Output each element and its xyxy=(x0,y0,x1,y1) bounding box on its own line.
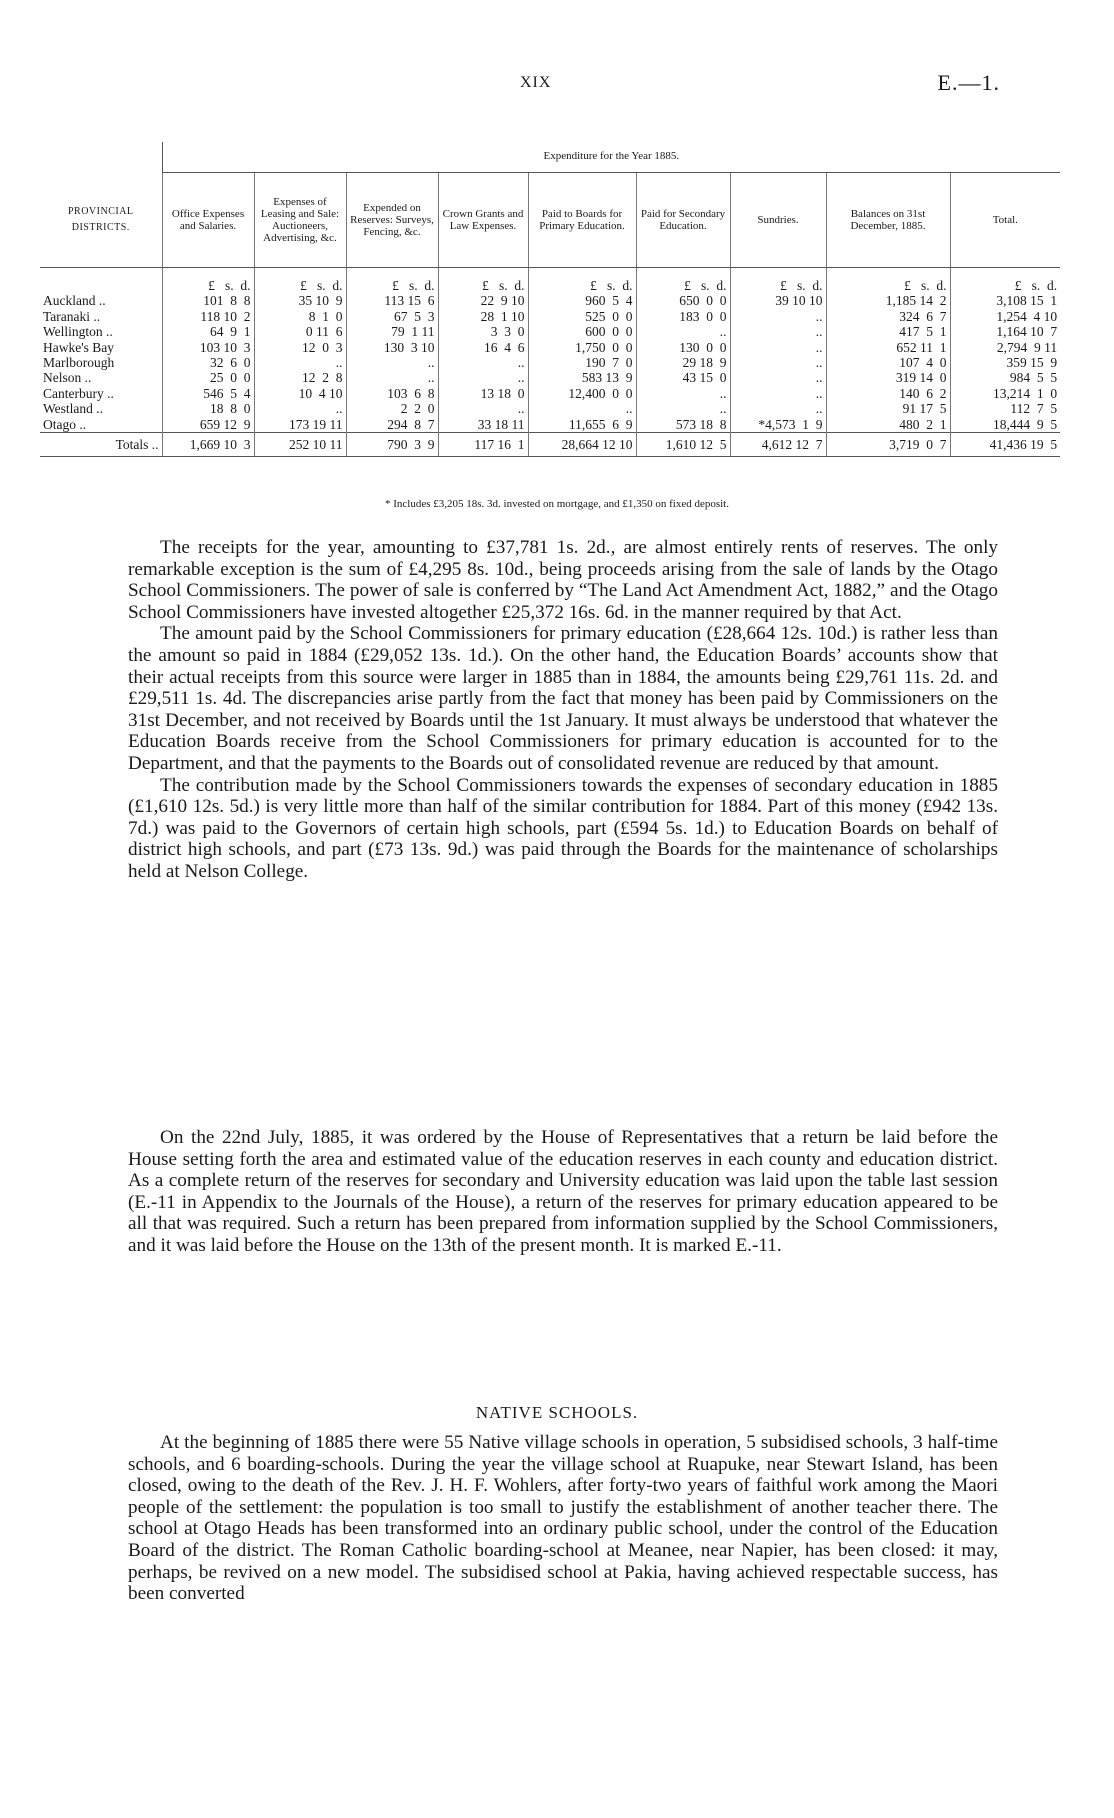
table-cell: .. xyxy=(438,401,528,416)
table-cell: 0 11 6 xyxy=(254,324,346,339)
table-row xyxy=(40,370,1060,385)
column-heading: Office Expenses and Salaries. xyxy=(162,173,254,268)
table-cell: 183 0 0 xyxy=(636,309,730,324)
table-cell: .. xyxy=(254,401,346,416)
table-cell: 583 13 9 xyxy=(528,370,636,385)
paragraph: The amount paid by the School Commissioners for primary education (£28,664 12s. 10d.) is rather less than the amount so paid in 1884 (£29,052 13s. 1d.). On the other hand, the Education Boards’ accounts show that their actual receipts from this source were larger in 1885 than in 1884, the amounts being £29,761 11s. 2d. and £29,511 1s. 4d. The discrepancies arise partly from the fact that money has been paid by Commissioners on the 31st December, and not received by Boards until the 1st January. It must always be understood that whatever the Education Boards receive from the School Commissioners for primary education is accounted for to the Department, and that the payments to the Boards out of consolidated revenue are reduced by that amount. xyxy=(128,623,998,774)
page-number: XIX xyxy=(520,74,552,91)
table-row xyxy=(40,293,1060,308)
total-cell: 1,610 12 5 xyxy=(636,433,730,457)
body-text-block xyxy=(128,1127,998,1257)
table-cell: 22 9 10 xyxy=(438,293,528,308)
table-cell: 130 0 0 xyxy=(636,340,730,355)
document-reference: E.—1. xyxy=(937,70,1000,95)
total-cell: 4,612 12 7 xyxy=(730,433,826,457)
unit-label: £ s. d. xyxy=(636,268,730,294)
table-cell: .. xyxy=(730,386,826,401)
district-name: Marlborough xyxy=(43,355,115,371)
total-cell: 3,719 0 7 xyxy=(826,433,950,457)
table-cell: 25 0 0 xyxy=(162,370,254,385)
column-heading: Crown Grants and Law Expenses. xyxy=(438,173,528,268)
table-cell: 652 11 1 xyxy=(826,340,950,355)
district-name: Taranaki .. xyxy=(43,308,101,324)
table-cell: 480 2 1 xyxy=(826,417,950,433)
district-name: Auckland .. xyxy=(43,293,106,309)
unit-label: £ s. d. xyxy=(950,268,1060,294)
table-cell: 12 2 8 xyxy=(254,370,346,385)
district-name: Westland .. xyxy=(43,401,104,417)
column-heading: Paid to Boards for Primary Education. xyxy=(528,173,636,268)
table-cell: 91 17 5 xyxy=(826,401,950,416)
table-cell: 12,400 0 0 xyxy=(528,386,636,401)
table-cell: 12 0 3 xyxy=(254,340,346,355)
table-cell: .. xyxy=(254,355,346,370)
table-cell: 29 18 9 xyxy=(636,355,730,370)
table-row xyxy=(40,309,1060,324)
table-cell: 130 3 10 xyxy=(346,340,438,355)
table-cell: .. xyxy=(730,355,826,370)
total-cell: 252 10 11 xyxy=(254,433,346,457)
table-cell: .. xyxy=(730,401,826,416)
district-name: Nelson .. xyxy=(43,370,92,386)
table-cell: 359 15 9 xyxy=(950,355,1060,370)
table-cell: 650 0 0 xyxy=(636,293,730,308)
table-cell: 173 19 11 xyxy=(254,417,346,433)
table-cell: .. xyxy=(346,355,438,370)
table-cell: 1,185 14 2 xyxy=(826,293,950,308)
table-row xyxy=(40,340,1060,355)
table-cell: 8 1 0 xyxy=(254,309,346,324)
table-row xyxy=(40,386,1060,401)
column-heading: Sundries. xyxy=(730,173,826,268)
table-cell: 525 0 0 xyxy=(528,309,636,324)
table-row xyxy=(40,401,1060,416)
table-cell: 324 6 7 xyxy=(826,309,950,324)
table-cell: .. xyxy=(636,386,730,401)
column-heading: Expended on Reserves: Surveys, Fencing, &c. xyxy=(346,173,438,268)
total-cell: 1,669 10 3 xyxy=(162,433,254,457)
column-heading: Total. xyxy=(950,173,1060,268)
table-cell: 960 5 4 xyxy=(528,293,636,308)
paragraph: The receipts for the year, amounting to £37,781 1s. 2d., are almost entirely rents of reserves. The only remarkable exception is the sum of £4,295 8s. 10d., being proceeds arising from the sale of lands by the Otago School Commissioners. The power of sale is conferred by “The Land Act Amendment Act, 1882,” and the Otago School Commissioners have invested altogether £25,372 16s. 6d. in the manner required by that Act. xyxy=(128,537,998,623)
paragraph: On the 22nd July, 1885, it was ordered by the House of Representatives that a return be laid before the House setting forth the area and estimated value of the education reserves in each county and education district. As a complete return of the reserves for secondary and University education was laid upon the table last session (E.-11 in Appendix to the Journals of the House), a return of the reserves for primary education appeared to be all that was required. Such a return has been prepared from information supplied by the School Commissioners, and it was laid before the House on the 13th of the present month. It is marked E.-11. xyxy=(128,1127,998,1256)
table-cell: 573 18 8 xyxy=(636,417,730,433)
table-cell: 33 18 11 xyxy=(438,417,528,433)
table-cell: .. xyxy=(528,401,636,416)
table-cell: 13 18 0 xyxy=(438,386,528,401)
table-cell: .. xyxy=(636,324,730,339)
table-cell: 28 1 10 xyxy=(438,309,528,324)
unit-label: £ s. d. xyxy=(826,268,950,294)
table-cell: 3,108 15 1 xyxy=(950,293,1060,308)
district-name: Canterbury .. xyxy=(43,385,114,401)
district-name: Wellington .. xyxy=(43,324,113,340)
total-cell: 41,436 19 5 xyxy=(950,433,1060,457)
table-cell: 101 8 8 xyxy=(162,293,254,308)
table-cell: 113 15 6 xyxy=(346,293,438,308)
table-cell: *4,573 1 9 xyxy=(730,417,826,433)
paragraph: The contribution made by the School Commissioners towards the expenses of secondary education in 1885 (£1,610 12s. 5d.) is very little more than half of the similar contribution for 1884. Part of this money (£942 13s. 7d.) was paid to the Governors of certain high schools, part (£594 5s. 1d.) to Education Boards on behalf of district high schools, and part (£73 13s. 9d.) was paid through the Boards for the maintenance of scholarships held at Nelson College. xyxy=(128,774,998,882)
table-row xyxy=(40,324,1060,339)
units-row xyxy=(40,268,1060,294)
group-heading: Expenditure for the Year 1885. xyxy=(162,142,1060,173)
column-heading: Paid for Secondary Education. xyxy=(636,173,730,268)
table-cell: 984 5 5 xyxy=(950,370,1060,385)
table-row xyxy=(40,417,1060,433)
totals-row xyxy=(40,433,1060,457)
column-heading: Expenses of Leasing and Sale: Auctioneers, Advertising, &c. xyxy=(254,173,346,268)
table-cell: .. xyxy=(438,370,528,385)
body-text-block xyxy=(128,537,998,883)
table-cell: 11,655 6 9 xyxy=(528,417,636,433)
unit-label: £ s. d. xyxy=(346,268,438,294)
table-cell: 103 10 3 xyxy=(162,340,254,355)
table-body xyxy=(40,293,1060,432)
table-cell: 103 6 8 xyxy=(346,386,438,401)
table-cell: 10 4 10 xyxy=(254,386,346,401)
totals-label: Totals .. xyxy=(40,433,162,457)
table-cell: .. xyxy=(730,309,826,324)
table-cell: 79 1 11 xyxy=(346,324,438,339)
table-cell: 294 8 7 xyxy=(346,417,438,433)
table-cell: 417 5 1 xyxy=(826,324,950,339)
table-cell: 1,164 10 7 xyxy=(950,324,1060,339)
table-cell: 3 3 0 xyxy=(438,324,528,339)
district-name: Hawke's Bay xyxy=(43,339,115,355)
table-cell: 16 4 6 xyxy=(438,340,528,355)
table-cell: 118 10 2 xyxy=(162,309,254,324)
unit-label: £ s. d. xyxy=(730,268,826,294)
district-column-heading: PROVINCIAL DISTRICTS. xyxy=(40,173,162,268)
district-name: Otago .. xyxy=(43,416,87,432)
total-cell: 28,664 12 10 xyxy=(528,433,636,457)
table-cell: 600 0 0 xyxy=(528,324,636,339)
total-cell: 790 3 9 xyxy=(346,433,438,457)
unit-label: £ s. d. xyxy=(254,268,346,294)
table-cell: 18 8 0 xyxy=(162,401,254,416)
table-cell: 67 5 3 xyxy=(346,309,438,324)
table-cell: 64 9 1 xyxy=(162,324,254,339)
table-cell: .. xyxy=(636,401,730,416)
table-cell: .. xyxy=(346,370,438,385)
unit-label: £ s. d. xyxy=(528,268,636,294)
table-cell: 32 6 0 xyxy=(162,355,254,370)
table-cell: 13,214 1 0 xyxy=(950,386,1060,401)
section-heading: NATIVE SCHOOLS. xyxy=(475,1403,639,1422)
total-cell: 117 16 1 xyxy=(438,433,528,457)
table-cell: 2,794 9 11 xyxy=(950,340,1060,355)
table-row xyxy=(40,355,1060,370)
page-header xyxy=(0,70,1114,98)
table-cell: 39 10 10 xyxy=(730,293,826,308)
body-text-block xyxy=(128,1432,998,1605)
expenditure-table xyxy=(40,142,1060,457)
table-cell: 112 7 5 xyxy=(950,401,1060,416)
empty-corner xyxy=(40,142,162,173)
paragraph: At the beginning of 1885 there were 55 Native village schools in operation, 5 subsidised schools, 3 half-time schools, and 6 boarding-schools. During the year the village school at Ruapuke, near Stewart Island, has been closed, owing to the death of the Rev. J. H. F. Wohlers, after forty-two years of faithful work among the Maori people of the settlement: the population is too small to justify the establishment of another teacher there. The school at Otago Heads has been transformed into an ordinary public school, under the control of the Education Board of the district. The Roman Catholic boarding-school at Meanee, near Napier, has been closed: it may, perhaps, be revived on a new model. The subsidised school at Pakia, having achieved respectable success, has been converted xyxy=(128,1432,998,1605)
table-cell: .. xyxy=(730,370,826,385)
table-cell: 546 5 4 xyxy=(162,386,254,401)
table-cell: 190 7 0 xyxy=(528,355,636,370)
table-cell: 18,444 9 5 xyxy=(950,417,1060,433)
table-cell: 140 6 2 xyxy=(826,386,950,401)
table-cell: 319 14 0 xyxy=(826,370,950,385)
table-cell: 1,254 4 10 xyxy=(950,309,1060,324)
table-cell: 107 4 0 xyxy=(826,355,950,370)
unit-label: £ s. d. xyxy=(162,268,254,294)
table-footnote: * Includes £3,205 18s. 3d. invested on mortgage, and £1,350 on fixed deposit. xyxy=(384,498,729,510)
table-cell: .. xyxy=(730,340,826,355)
table-cell: 43 15 0 xyxy=(636,370,730,385)
table-cell: .. xyxy=(438,355,528,370)
table-cell: 659 12 9 xyxy=(162,417,254,433)
table-cell: 2 2 0 xyxy=(346,401,438,416)
table-cell: 1,750 0 0 xyxy=(528,340,636,355)
unit-label: £ s. d. xyxy=(438,268,528,294)
column-heading: Balances on 31st December, 1885. xyxy=(826,173,950,268)
table-cell: 35 10 9 xyxy=(254,293,346,308)
table-cell: .. xyxy=(730,324,826,339)
